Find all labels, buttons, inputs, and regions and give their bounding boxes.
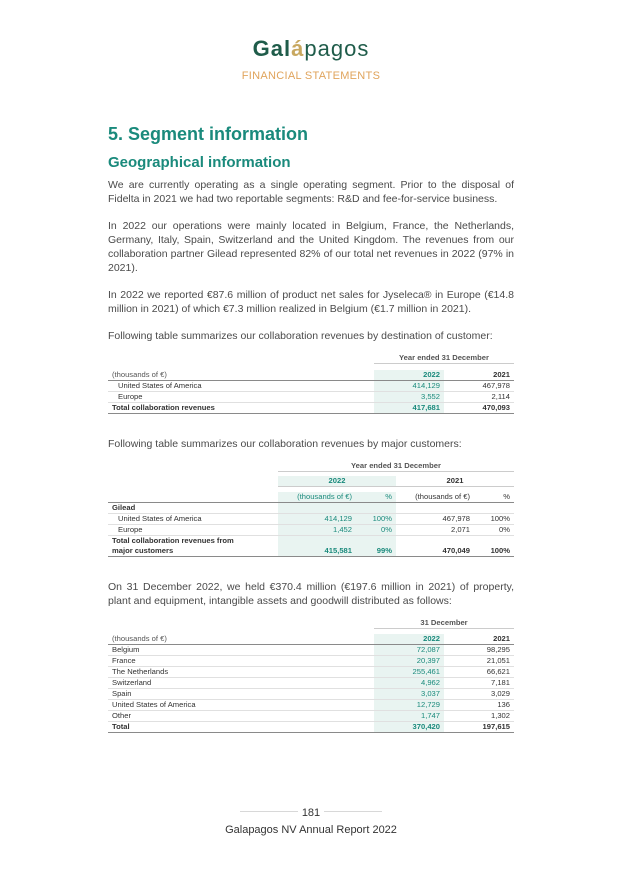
paragraph-table3-intro: On 31 December 2022, we held €370.4 million (€197.6 million in 2021) of property, plant and equipment, intangible assets and goodwill distributed as follows:	[108, 580, 514, 607]
table2-pct-2022: %	[356, 492, 396, 503]
paragraph-product-sales: In 2022 we reported €87.6 million of product net sales for Jyseleca® in Europe (€14.8 million in 2021) of which €7.3 million realized in Belgium (€1.7 million in 2021).	[108, 289, 514, 315]
section-subtitle-header: FINANCIAL STATEMENTS	[241, 70, 381, 82]
table2-period-header: Year ended 31 December	[278, 461, 514, 472]
table-row: Spain 3,037 3,029	[108, 689, 514, 700]
table2-pct-2021: %	[474, 492, 514, 503]
main-content	[108, 123, 514, 733]
page-footer	[0, 803, 622, 836]
table-group-row: Gilead	[108, 502, 514, 513]
table1-period-header: Year ended 31 December	[374, 353, 514, 364]
assets-by-location-table	[108, 618, 514, 734]
table2-col-2021: 2021	[396, 476, 514, 487]
table-row: Belgium 72,087 98,295	[108, 645, 514, 656]
table-row: United States of America 414,129 100% 467,978 100%	[108, 513, 514, 524]
paragraph-table2-intro: Following table summarizes our collaboration revenues by major customers:	[108, 437, 462, 450]
table-total-row: Total 370,420 197,615	[108, 722, 514, 733]
table-row: Europe 3,552 2,114	[108, 391, 514, 402]
table-row: France 20,397 21,051	[108, 656, 514, 667]
table3-col-2021: 2021	[444, 634, 514, 645]
section-title: 5. Segment information	[108, 124, 309, 144]
revenues-by-destination-table	[108, 353, 514, 414]
galapagos-logo: Galápagos	[252, 36, 370, 61]
table3-unit-label: (thousands of €)	[108, 634, 374, 645]
table-row: Other 1,747 1,302	[108, 711, 514, 722]
table2-unit-2022: (thousands of €)	[278, 492, 356, 503]
subsection-title: Geographical information	[108, 154, 291, 171]
page-header	[0, 36, 622, 82]
table-row: The Netherlands 255,461 66,621	[108, 667, 514, 678]
table-total-row: Total collaboration revenues 417,681 470,093	[108, 402, 514, 413]
paragraph-table1-intro: Following table summarizes our collaboration revenues by destination of customer:	[108, 330, 493, 342]
table-row: United States of America 12,729 136	[108, 700, 514, 711]
table2-unit-2021: (thousands of €)	[396, 492, 474, 503]
table3-col-2022: 2022	[374, 634, 444, 645]
page-number: 181	[298, 805, 324, 821]
table2-col-2022: 2022	[278, 476, 396, 487]
paragraph-segments: We are currently operating as a single operating segment. Prior to the disposal of Fidelta in 2021 we had two reportable segments: R&D and fee-for-service business.	[108, 179, 514, 205]
table-row: Switzerland 4,962 7,181	[108, 678, 514, 689]
table1-col-2021: 2021	[444, 370, 514, 381]
table-row: United States of America 414,129 467,978	[108, 380, 514, 391]
report-title: Galapagos NV Annual Report 2022	[225, 824, 397, 836]
paragraph-operations: In 2022 our operations were mainly located in Belgium, France, the Netherlands, Germany, Italy, Spain, Switzerland and the United Kingdom. The revenues from our collaboration partner Gilead represented 82% of our total net revenues in 2022 (97% in 2021).	[108, 220, 514, 274]
revenues-by-customer-table	[108, 461, 514, 557]
table1-col-2022: 2022	[374, 370, 444, 381]
table-row: Europe 1,452 0% 2,071 0%	[108, 524, 514, 535]
table1-unit-label: (thousands of €)	[108, 370, 374, 381]
table-total-row: Total collaboration revenues from major customers 415,581 99% 470,049 100%	[108, 535, 514, 556]
table3-period-header: 31 December	[374, 618, 514, 629]
